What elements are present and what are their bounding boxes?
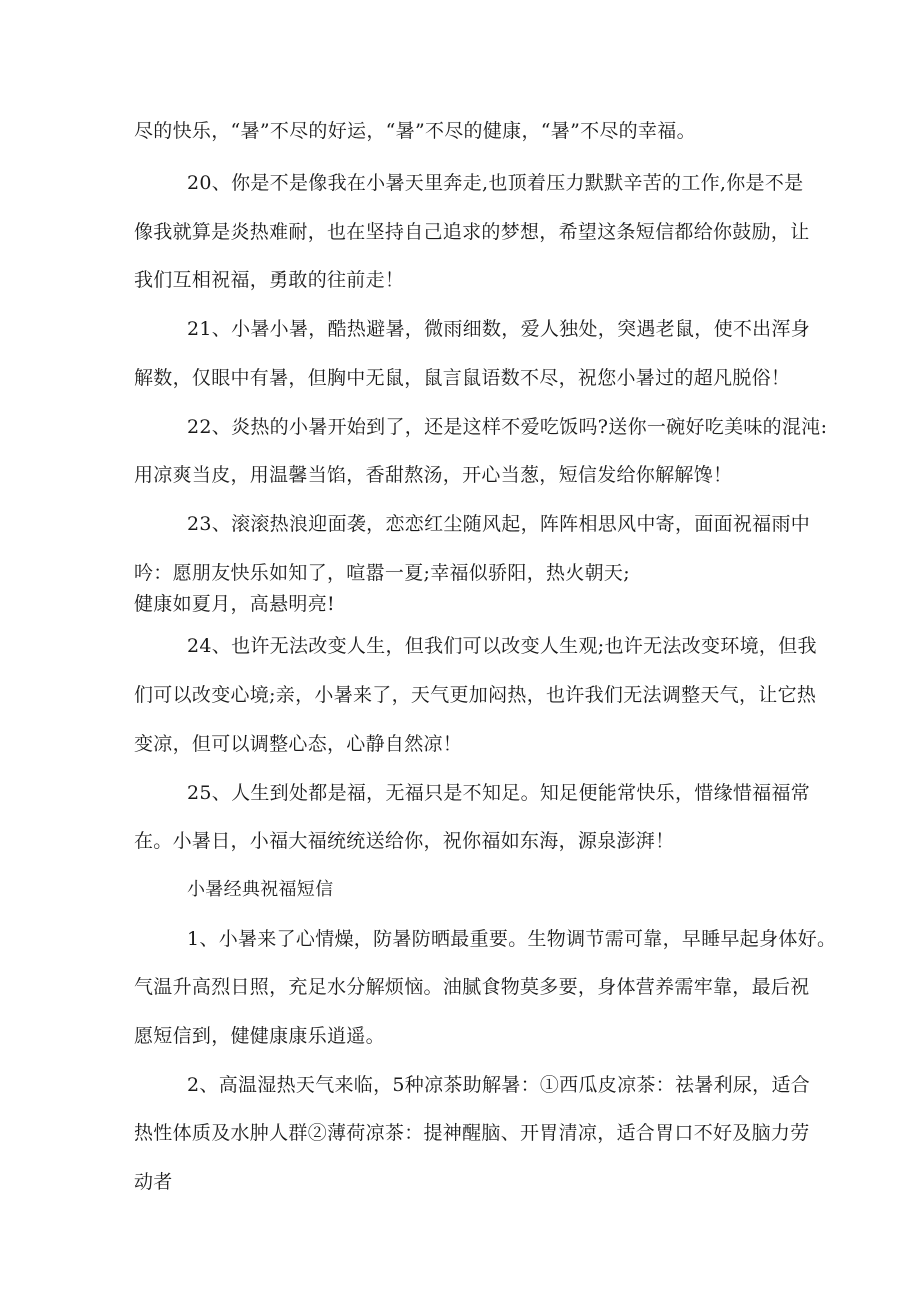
text-line: 尽的快乐，“暑”不尽的好运，“暑”不尽的健康，“暑”不尽的幸福。 xyxy=(134,120,696,142)
text-line: 解数，仅眼中有暑，但胸中无鼠，鼠言鼠语数不尽，祝您小暑过的超凡脱俗！ xyxy=(134,367,791,389)
text-line: 吟：愿朋友快乐如知了，喧嚣一夏;幸福似骄阳，热火朝天; xyxy=(134,562,630,584)
text-line: 25、人生到处都是福，无福只是不知足。知足便能常快乐，惜缘惜福福常 xyxy=(187,782,811,804)
text-line: 20、你是不是像我在小暑天里奔走,也顶着压力默默辛苦的工作,你是不是 xyxy=(187,172,804,194)
text-line: 们可以改变心境;亲，小暑来了，天气更加闷热，也许我们无法调整天气，让它热 xyxy=(134,684,817,706)
text-line: 用凉爽当皮，用温馨当馅，香甜熬汤，开心当葱，短信发给你解解馋！ xyxy=(134,464,733,486)
text-line: 1、小暑来了心情燥，防暑防晒最重要。生物调节需可靠，早睡早起身体好。 xyxy=(187,928,837,950)
text-line: 动者 xyxy=(134,1171,173,1193)
text-line: 愿短信到，健健康康乐逍遥。 xyxy=(134,1025,385,1047)
text-line: 2、高温湿热天气来临，5种凉茶助解暑：①西瓜皮凉茶：祛暑利尿，适合 xyxy=(187,1074,811,1096)
text-line: 像我就算是炎热难耐，也在坚持自己追求的梦想，希望这条短信都给你鼓励，让 xyxy=(134,221,810,243)
text-line: 在。小暑日，小福大福统统送给你，祝你福如东海，源泉澎湃！ xyxy=(134,830,675,852)
text-line: 23、滚滚热浪迎面袭，恋恋红尘随风起，阵阵相思风中寄，面面祝福雨中 xyxy=(187,513,811,535)
section-heading: 小暑经典祝福短信 xyxy=(187,879,334,900)
text-line: 24、也许无法改变人生，但我们可以改变人生观;也许无法改变环境，但我 xyxy=(187,635,817,657)
text-line: 我们互相祝福，勇敢的往前走！ xyxy=(134,269,405,291)
text-line: 健康如夏月，高悬明亮! xyxy=(134,593,335,615)
text-line: 21、小暑小暑，酷热避暑，微雨细数，爱人独处，突遇老鼠，使不出浑身 xyxy=(187,318,811,340)
text-line: 气温升高烈日照，充足水分解烦恼。油腻食物莫多要，身体营养需牢靠，最后祝 xyxy=(134,976,810,998)
text-line: 22、炎热的小暑开始到了，还是这样不爱吃饭吗?送你一碗好吃美味的混沌: xyxy=(187,416,828,438)
text-line: 变凉，但可以调整心态，心静自然凉！ xyxy=(134,733,463,755)
text-line: 热性体质及水肿人群②薄荷凉茶：提神醒脑、开胃清凉，适合胃口不好及脑力劳 xyxy=(134,1122,810,1144)
